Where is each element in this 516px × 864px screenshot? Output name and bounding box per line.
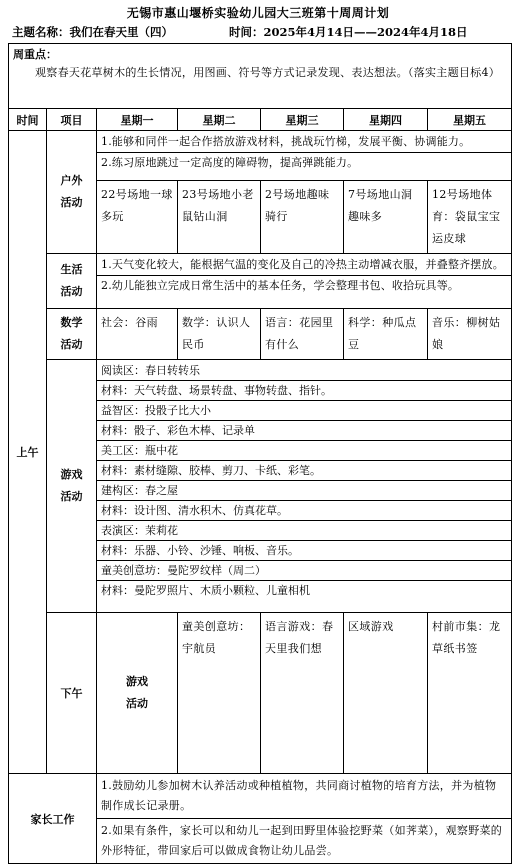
outdoor-thursday: 7号场地山洞趣味多 <box>344 181 428 254</box>
outdoor-goal-2: 2.练习原地跳过一定高度的障碍物，提高弹跳能力。 <box>101 156 359 169</box>
time-label: 时间： <box>229 25 264 39</box>
life-goal-2: 2.幼儿能独立完成日常生活中的基本任务，学会整理书包、收拾玩具等。 <box>101 279 460 292</box>
life-label: 生活 活动 <box>47 254 97 309</box>
learning-tuesday: 数学：认识人民币 <box>178 309 261 360</box>
header-item: 项目 <box>47 109 97 131</box>
home-work-item-2: 2.如果有条件，家长可以和幼儿一起到田野里体验挖野菜（如荠菜），观察野菜的外形特征，带回家后可以做成食物让幼儿品尝。 <box>101 824 503 857</box>
game-line: 材料：设计图、清水积木、仿真花草。 <box>97 501 511 521</box>
learning-monday: 社会：谷雨 <box>97 309 178 360</box>
life-goals <box>97 254 512 309</box>
outdoor-goals <box>97 131 512 181</box>
learning-thursday: 科学：种瓜点豆 <box>344 309 428 360</box>
game-label: 游戏 活动 <box>47 360 97 613</box>
afternoon-monday: 童美创意坊：宇航员 <box>178 613 261 774</box>
outdoor-label: 户外 活动 <box>47 131 97 254</box>
game-line: 表演区：茉莉花 <box>97 521 511 541</box>
header-tuesday: 星期二 <box>178 109 261 131</box>
game-line: 材料：曼陀罗照片、木质小颗粒、儿童相机 <box>101 584 310 597</box>
game-line: 材料：天气转盘、场景转盘、事物转盘、指针。 <box>97 381 511 401</box>
weekly-focus-cell <box>9 44 512 109</box>
learning-wednesday: 语言：花园里有什么 <box>261 309 344 360</box>
header-friday: 星期五 <box>428 109 512 131</box>
theme-label: 主题名称： <box>12 25 70 39</box>
morning-label: 上午 <box>9 131 47 774</box>
afternoon-wednesday: 区域游戏 <box>344 613 428 774</box>
header-wednesday: 星期三 <box>261 109 344 131</box>
time-value: 2025年4月14日——2024年4月18日 <box>263 25 468 39</box>
afternoon-label: 下午 <box>47 613 97 774</box>
life-goal-1: 1.天气变化较大，能根据气温的变化及自己的冷热主动增减衣服，并叠整齐摆放。 <box>97 256 511 276</box>
header-monday: 星期一 <box>97 109 178 131</box>
header-time: 时间 <box>9 109 47 131</box>
theme-and-time-line <box>12 24 512 40</box>
game-line: 建构区：春之屋 <box>97 481 511 501</box>
focus-text: 观察春天花草树木的生长情况，用图画、符号等方式记录发现、表达想法。（落实主题目标4） <box>35 66 501 79</box>
weekly-plan-table <box>8 43 512 864</box>
outdoor-goal-1: 1.能够和同伴一起合作搭放游戏材料，挑战玩竹梯，发展平衡、协调能力。 <box>97 133 511 153</box>
learning-friday: 音乐：柳树姑娘 <box>428 309 512 360</box>
game-line: 阅读区：春日转转乐 <box>97 361 511 381</box>
header-thursday: 星期四 <box>344 109 428 131</box>
game-line: 益智区：投骰子比大小 <box>97 401 511 421</box>
outdoor-friday: 12号场地体育：袋鼠宝宝运皮球 <box>428 181 512 254</box>
focus-label: 周重点： <box>13 48 57 61</box>
outdoor-wednesday: 2号场地趣味骑行 <box>261 181 344 254</box>
theme-value: 我们在春天里（四） <box>69 25 173 39</box>
learning-label: 数学 活动 <box>47 309 97 360</box>
game-areas <box>97 360 512 613</box>
home-work-item-1: 1.鼓励幼儿参加树木认养活动或种植植物，共同商讨植物的培育方法，并为植物制作成长记录册。 <box>97 776 511 819</box>
game-line: 美工区：瓶中花 <box>97 441 511 461</box>
outdoor-tuesday: 23号场地小老鼠钻山洞 <box>178 181 261 254</box>
home-work-label: 家长工作 <box>9 774 97 864</box>
game-line: 材料：乐器、小铃、沙锤、响板、音乐。 <box>97 541 511 561</box>
outdoor-monday: 22号场地一球多玩 <box>97 181 178 254</box>
afternoon-game-label: 游戏 活动 <box>97 613 178 774</box>
game-line: 童美创意坊：曼陀罗纹样（周二） <box>97 561 511 581</box>
afternoon-tuesday: 语言游戏：春天里我们想 <box>261 613 344 774</box>
game-line: 材料：骰子、彩色木棒、记录单 <box>97 421 511 441</box>
page-title: 无锡市惠山堰桥实验幼儿园大三班第十周周计划 <box>126 6 390 20</box>
home-work-content <box>97 774 512 864</box>
game-line: 材料：素材缝隙、胶棒、剪刀、卡纸、彩笔。 <box>97 461 511 481</box>
afternoon-thursday: 村前市集：龙草纸书签 <box>428 613 512 774</box>
